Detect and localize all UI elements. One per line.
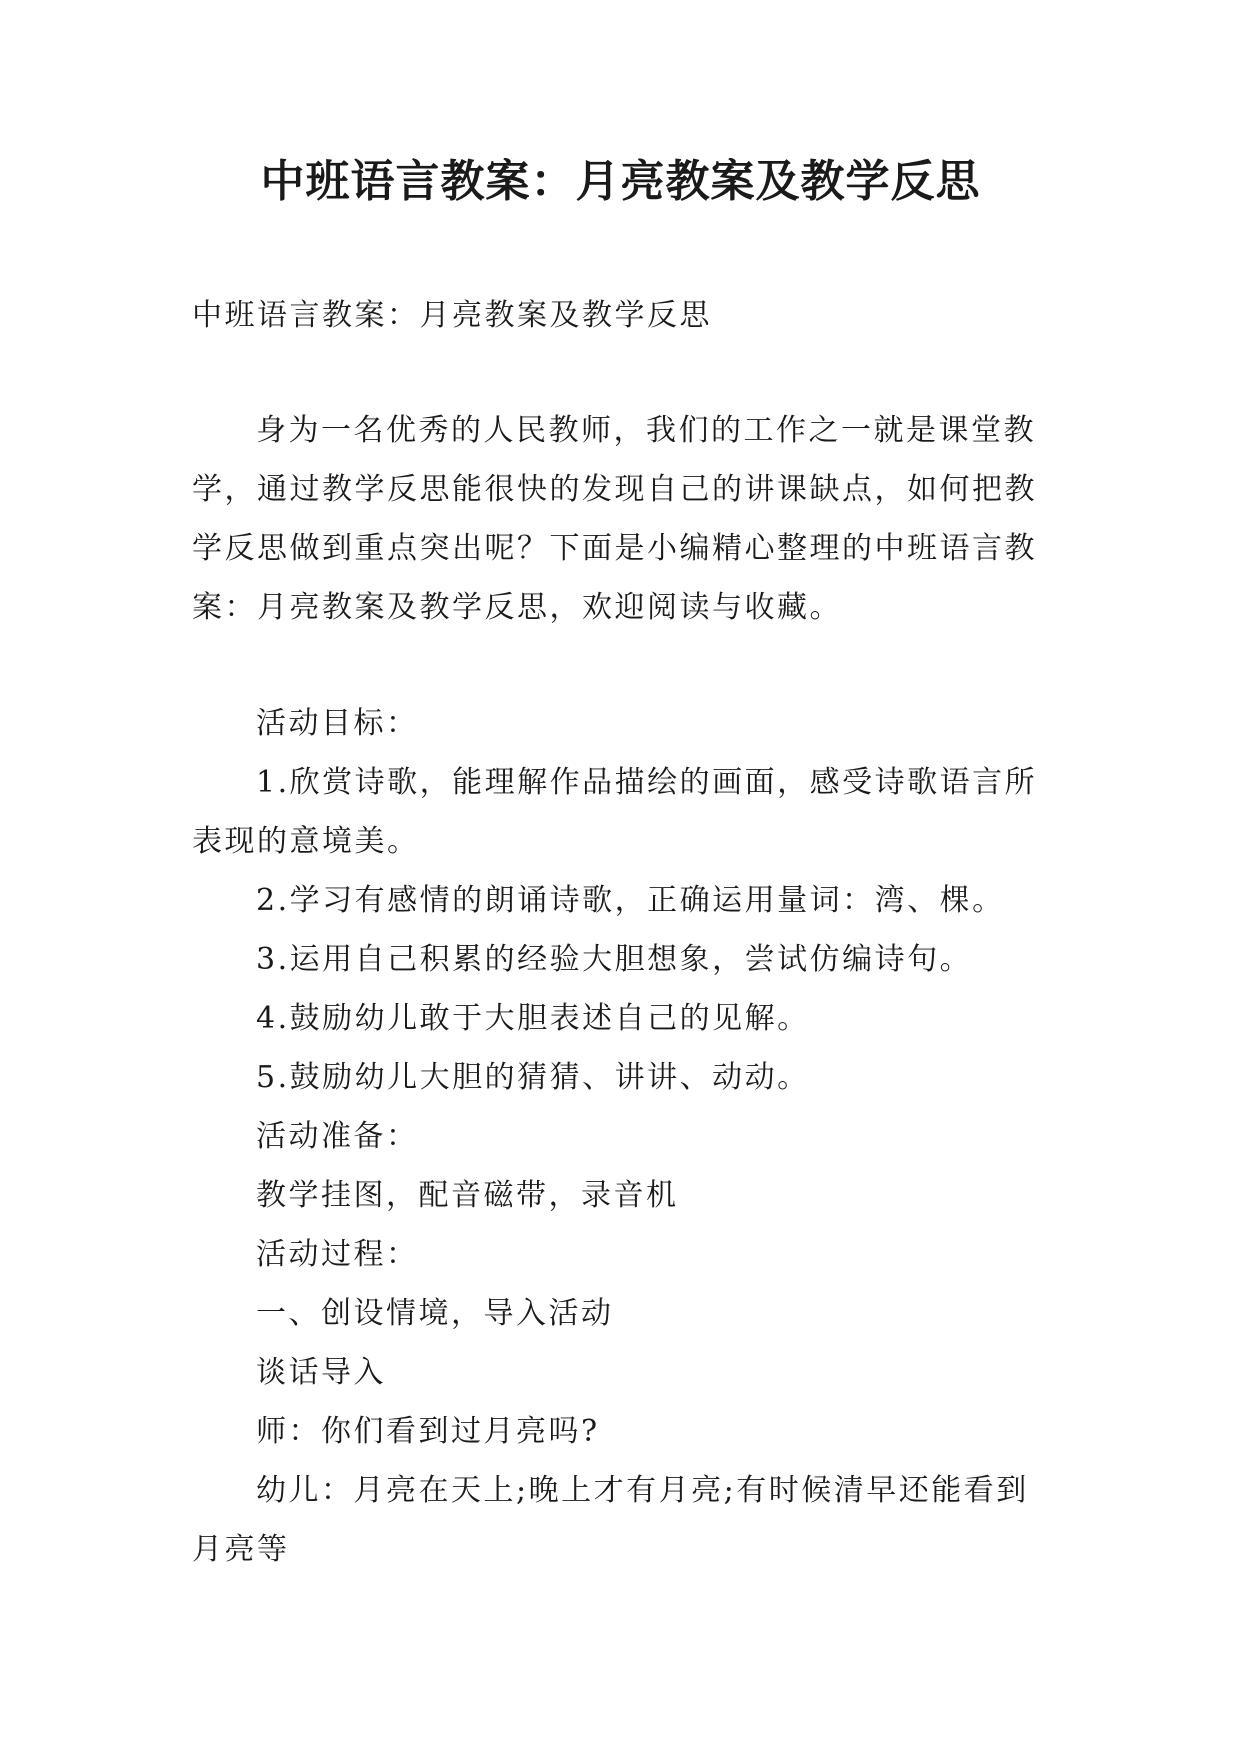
section-heading-process: 活动过程： (256, 1237, 419, 1272)
goal-item: 4.鼓励幼儿敢于大胆表述自己的见解。 (256, 1001, 810, 1036)
intro-paragraph (192, 401, 1052, 637)
goal-item: 5.鼓励幼儿大胆的猜猜、讲讲、动动。 (256, 1060, 810, 1095)
document-body (192, 694, 1052, 1579)
goal-item: 1.欣赏诗歌，能理解作品描绘的画面，感受诗歌语言所表现的意境美。 (192, 765, 1038, 859)
section-heading-preparation: 活动准备： (256, 1119, 419, 1154)
dialogue-children: 幼儿：月亮在天上;晚上才有月亮;有时候清早还能看到月亮等 (192, 1473, 1029, 1567)
intro-text: 身为一名优秀的人民教师，我们的工作之一就是课堂教学，通过教学反思能很快的发现自己的讲课缺点，如何把教学反思做到重点突出呢？下面是小编精心整理的中班语言教案：月亮教案及教学反思，欢迎阅读与收藏。 (192, 413, 1037, 625)
process-step: 一、创设情境，导入活动 (256, 1296, 614, 1331)
goal-item: 3.运用自己积累的经验大胆想象，尝试仿编诗句。 (256, 942, 973, 977)
goal-item: 2.学习有感情的朗诵诗歌，正确运用量词：湾、棵。 (256, 883, 1005, 918)
section-heading-goals: 活动目标： (256, 706, 419, 741)
process-text: 谈话导入 (256, 1355, 386, 1390)
preparation-text: 教学挂图，配音磁带，录音机 (256, 1178, 679, 1213)
document-title: 中班语言教案：月亮教案及教学反思 (260, 156, 981, 207)
dialogue-teacher: 师：你们看到过月亮吗? (256, 1414, 600, 1449)
document-subtitle: 中班语言教案：月亮教案及教学反思 (192, 298, 712, 333)
